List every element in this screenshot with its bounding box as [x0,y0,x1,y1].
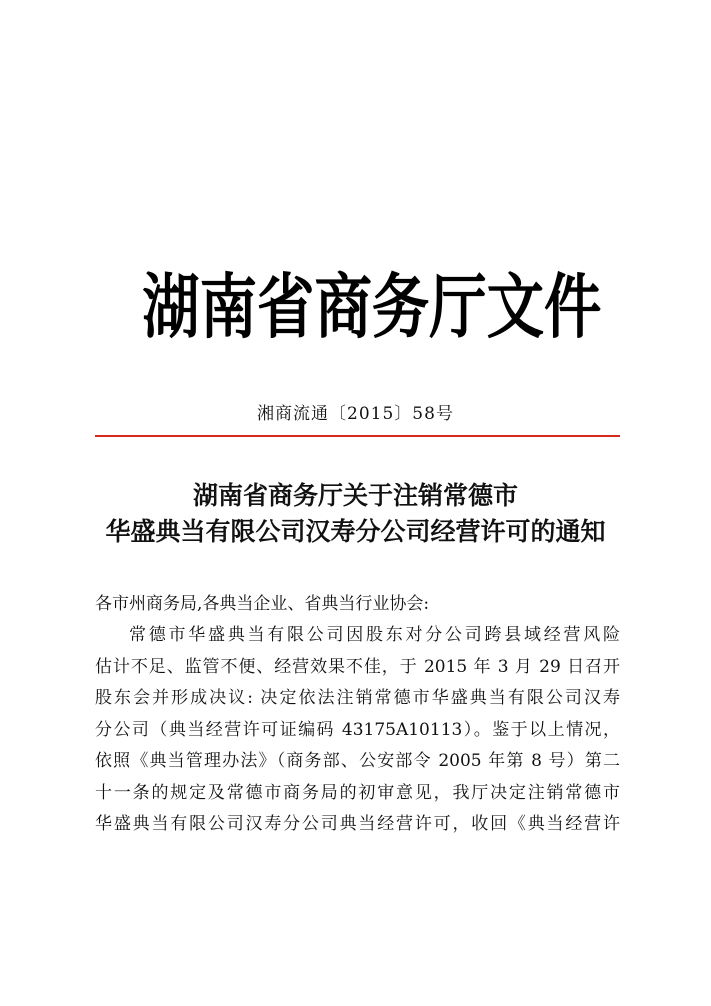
red-divider [95,435,620,437]
masthead-char: 南 [199,266,258,348]
masthead-char: 湖 [142,266,200,348]
body-line: 分公司（典当经营许可证编码 43175A10113）。鉴于以上情况， [95,719,620,740]
body-line: 估计不足、监管不便、经营效果不佳，于 2015 年 3 月 29 日召开 [95,656,620,677]
masthead-char: 文 [486,266,545,348]
body-line: 十一条的规定及常德市商务局的初审意见，我厅决定注销常德市 [95,782,620,803]
masthead-title [142,262,602,352]
body-line: 股东会并形成决议: 决定依法注销常德市华盛典当有限公司汉寿 [95,688,620,708]
document-number: 湘商流通〔2015〕58号 [257,404,454,424]
body-line: 华盛典当有限公司汉寿分公司典当经营许可，收回《典当经营许 [95,814,620,834]
notice-title-line-2: 华盛典当有限公司汉寿分公司经营许可的通知 [105,517,606,546]
masthead-char: 省 [257,266,315,348]
notice-title-line-1: 湖南省商务厅关于注销常德市 [192,481,518,510]
body-line: 常德市华盛典当有限公司因股东对分公司跨县域经营风险 [129,625,620,645]
body-paragraph [95,620,620,841]
masthead-char: 厅 [429,266,487,348]
masthead-char: 商 [314,266,372,348]
salutation: 各市州商务局,各典当企业、省典当行业协会: [95,594,430,614]
masthead-char: 务 [371,266,430,348]
masthead-char: 件 [544,266,602,348]
body-line: 依照《典当管理办法》（商务部、公安部令 2005 年第 8 号）第二 [95,751,620,771]
